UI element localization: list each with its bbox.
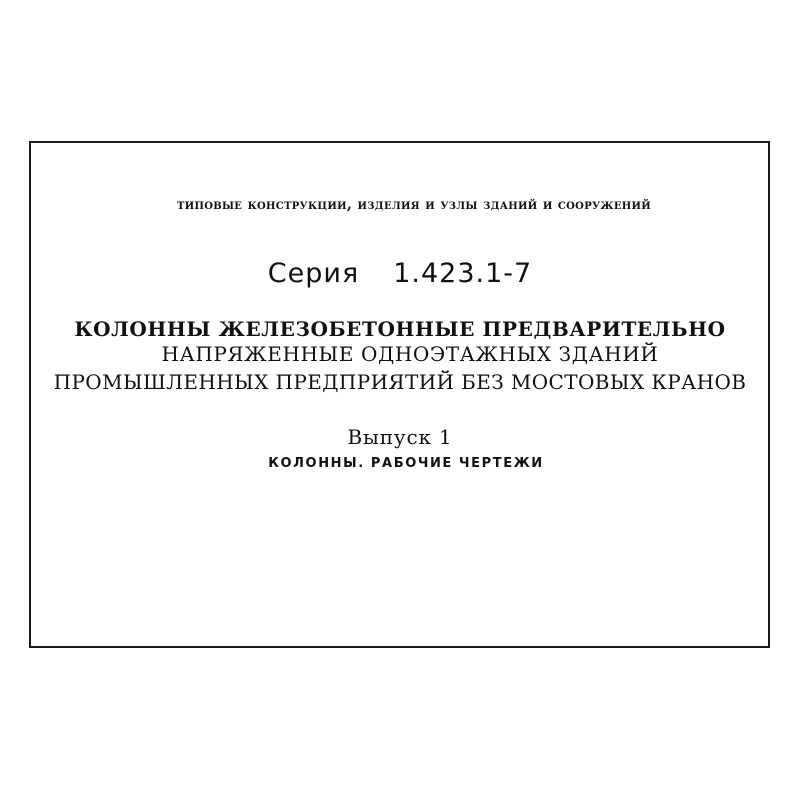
document-title-line-1: КОЛОННЫ ЖЕЛЕЗОБЕТОННЫЕ ПРЕДВАРИТЕЛЬНО: [74, 317, 726, 341]
title-frame: [29, 141, 770, 648]
series-heading: [0, 258, 800, 289]
issue-number: Выпуск 1: [347, 425, 453, 449]
series-label: Серия: [267, 258, 360, 289]
document-subtitle: типовые конструкции, изделия и узлы зданий и сооружений: [176, 196, 652, 213]
section-title: КОЛОННЫ. РАБОЧИЕ ЧЕРТЕЖИ: [268, 456, 544, 471]
document-title-line-3: ПРОМЫШЛЕННЫХ ПРЕДПРИЯТИЙ БЕЗ МОСТОВЫХ КРАНОВ: [53, 370, 747, 394]
series-number: 1.423.1-7: [393, 258, 533, 289]
document-title-line-2: НАПРЯЖЕННЫЕ ОДНОЭТАЖНЫХ ЗДАНИЙ: [161, 342, 659, 366]
